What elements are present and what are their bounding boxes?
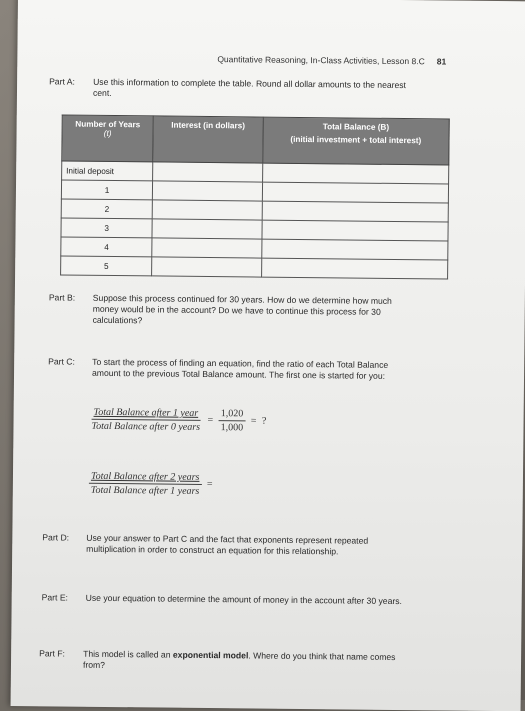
part-a-line-1: Use this information to complete the table. Round all dollar amounts to the nearest — [93, 76, 407, 91]
part-f-line-2: from? — [82, 659, 106, 670]
equals-sign: = — [250, 415, 257, 427]
ratio-1-numerator-value: 1,020 — [219, 408, 246, 421]
part-b-line-1: Suppose this process continued for 30 years. How do we determine how much — [92, 292, 392, 306]
ratio-equation-2 — [89, 471, 216, 497]
part-e — [41, 592, 492, 607]
part-c — [48, 356, 488, 381]
table-header-row — [62, 115, 449, 165]
part-e-text — [86, 593, 402, 607]
row-label: 5 — [61, 256, 152, 276]
part-f-line-1-start: This model is called an — [83, 648, 173, 660]
part-b — [48, 292, 489, 326]
part-f-label: Part F: — [39, 648, 65, 659]
balance-cell[interactable] — [261, 258, 448, 279]
part-c-line-1: To start the process of finding an equation, find the ratio of each Total Balance — [92, 356, 389, 370]
page-number: 81 — [436, 56, 447, 67]
balance-cell[interactable] — [262, 182, 449, 203]
part-b-text — [93, 293, 392, 329]
part-d — [42, 532, 482, 557]
balance-cell[interactable] — [262, 201, 449, 222]
part-b-line-3: calculations? — [92, 314, 143, 326]
interest-cell[interactable] — [152, 238, 262, 258]
ratio-1-denominator-text: Total Balance after 0 years — [91, 420, 201, 433]
part-a-line-2: cent. — [92, 87, 112, 98]
ratio-equation-1 — [89, 407, 269, 434]
balance-cell[interactable] — [262, 163, 449, 184]
ratio-2-denominator-text: Total Balance after 1 years — [90, 484, 200, 497]
part-b-label: Part B: — [48, 292, 76, 303]
balance-cell[interactable] — [261, 239, 448, 260]
part-c-line-2: amount to the previous Total Balance amount. The first one is started for you: — [92, 367, 386, 381]
part-a-label: Part A: — [49, 76, 75, 87]
ratio-2-words — [89, 471, 202, 497]
header-title: Quantitative Reasoning, In-Class Activities, Lesson 8.C — [217, 54, 425, 67]
col-balance-title: Total Balance (B) — [322, 122, 390, 132]
part-a — [49, 76, 489, 98]
part-c-text — [92, 357, 388, 382]
part-d-line-1: Use your answer to Part C and the fact that exponents represent repeated — [86, 532, 369, 546]
col-balance-subtitle: (initial investment + total interest) — [290, 134, 422, 146]
part-b-line-2: money would be in the account? Do we have to continue this process for 30 — [92, 303, 381, 317]
row-label: 3 — [61, 218, 152, 238]
part-d-text — [86, 533, 368, 558]
ratio-1-denominator-value: 1,000 — [220, 422, 244, 434]
ratio-1-result: ? — [261, 415, 267, 427]
col-years-header — [62, 115, 154, 162]
col-years-title: Number of Years — [75, 119, 141, 130]
ratio-2-numerator-text: Total Balance after 2 years — [89, 471, 202, 485]
part-e-line-1: Use your equation to determine the amount of money in the account after 30 years. — [85, 592, 402, 607]
row-label: 4 — [61, 237, 152, 257]
ratio-1-values — [219, 408, 246, 433]
ratio-1-words — [89, 407, 202, 433]
interest-cell[interactable] — [153, 181, 263, 201]
interest-cell[interactable] — [153, 162, 263, 182]
balance-cell[interactable] — [262, 220, 449, 241]
equals-sign: = — [207, 415, 214, 427]
part-c-label: Part C: — [48, 356, 75, 367]
table-row — [61, 256, 448, 279]
interest-cell[interactable] — [152, 200, 262, 220]
part-d-line-2: multiplication in order to construct an equation for this relationship. — [86, 543, 339, 557]
col-years-symbol: (t) — [103, 128, 112, 138]
interest-cell[interactable] — [152, 219, 262, 239]
part-a-text — [93, 77, 406, 102]
part-f — [39, 648, 489, 670]
part-d-label: Part D: — [42, 532, 70, 543]
ratio-1-numerator-text: Total Balance after 1 year — [92, 407, 201, 421]
balance-table — [60, 114, 450, 279]
interest-cell[interactable] — [152, 257, 262, 277]
part-f-text — [83, 649, 396, 674]
part-e-label: Part E: — [41, 592, 69, 603]
exponential-model-term: exponential model — [172, 649, 249, 661]
equals-sign: = — [206, 479, 213, 491]
col-interest-header: Interest (in dollars) — [153, 116, 263, 163]
page-header — [217, 54, 446, 66]
worksheet-page — [11, 0, 525, 711]
part-f-line-1-end: . Where do you think that name comes — [248, 650, 396, 662]
row-label: Initial deposit — [62, 161, 153, 181]
row-label: 1 — [61, 180, 152, 200]
col-balance-header — [262, 117, 449, 165]
row-label: 2 — [61, 199, 152, 219]
